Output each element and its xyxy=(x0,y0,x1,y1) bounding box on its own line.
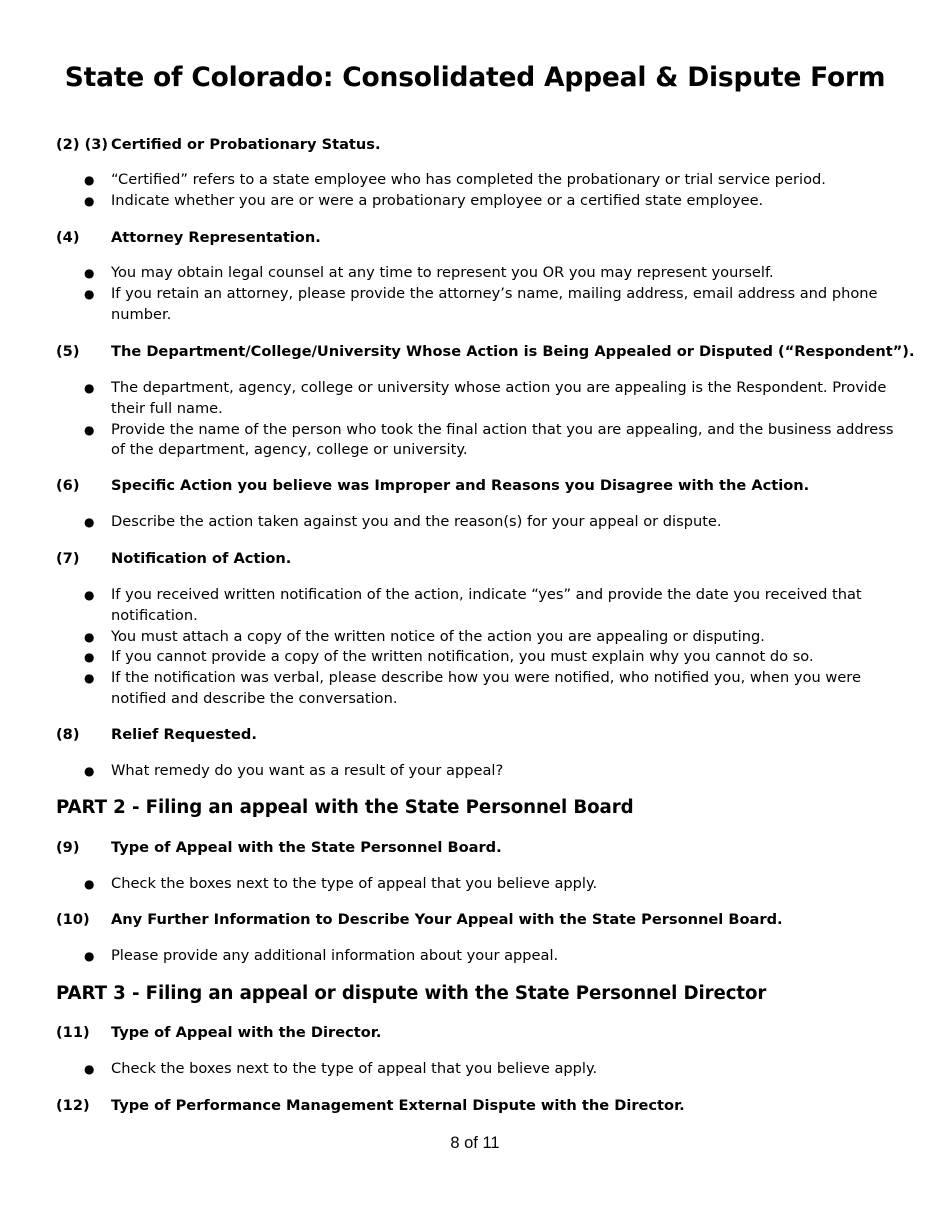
bullet-icon: ● xyxy=(84,588,95,602)
list-item: ● Describe the action taken against you and the reason(s) for your appeal or dispute. xyxy=(0,512,950,533)
bullet-list xyxy=(0,1059,950,1080)
bullet-icon: ● xyxy=(84,650,95,665)
list-item: ● Please provide any additional information about your appeal. xyxy=(0,946,950,967)
section-title: Notification of Action. xyxy=(111,550,292,567)
list-item: ● If you retain an attorney, please provide the attorney’s name, mailing address, email address and phone number. xyxy=(84,284,878,323)
bullet-list xyxy=(0,874,950,895)
section-number: (10) xyxy=(56,911,90,928)
section-title: Attorney Representation. xyxy=(111,229,321,246)
bullet-icon: ● xyxy=(84,381,95,395)
section-title: Type of Appeal with the Director. xyxy=(111,1024,382,1041)
section-title: Type of Performance Management External Dispute with the Director. xyxy=(111,1097,685,1114)
bullet-list xyxy=(0,170,950,212)
bullet-list xyxy=(0,585,950,710)
section-heading-2-3 xyxy=(56,136,381,153)
section-number: (12) xyxy=(56,1097,90,1114)
bullet-icon: ● xyxy=(84,266,95,280)
list-item: ● What remedy do you want as a result of your appeal? xyxy=(0,761,950,782)
document-title: State of Colorado: Consolidated Appeal & Dispute Form xyxy=(64,62,886,93)
section-title: Type of Appeal with the State Personnel Board. xyxy=(111,839,502,856)
bullet-icon: ● xyxy=(84,193,95,208)
bullet-icon: ● xyxy=(84,422,95,437)
bullet-list xyxy=(0,946,950,967)
section-heading-7 xyxy=(56,550,291,567)
section-number: (6) xyxy=(56,477,80,494)
section-heading-8 xyxy=(56,726,257,743)
part-2-heading: PART 2 - Filing an appeal with the State Personnel Board xyxy=(56,797,634,818)
list-item: ● You must attach a copy of the written notice of the action you are appealing or disputing. xyxy=(0,627,950,648)
section-number: (5) xyxy=(56,343,80,360)
list-item: ● You may obtain legal counsel at any time to represent you OR you may represent yourself. xyxy=(0,263,950,284)
list-item: ● Check the boxes next to the type of appeal that you believe apply. xyxy=(0,874,950,895)
section-title: Certified or Probationary Status. xyxy=(111,136,381,153)
section-heading-9 xyxy=(56,839,502,856)
section-title: Any Further Information to Describe Your Appeal with the State Personnel Board. xyxy=(111,911,783,928)
section-number: (7) xyxy=(56,550,80,567)
list-item: ● If the notification was verbal, please describe how you were notified, who notified you, when you were notified and describe the conversation. xyxy=(84,669,861,707)
bullet-icon: ● xyxy=(84,286,95,301)
section-heading-12 xyxy=(56,1097,685,1114)
bullet-icon: ● xyxy=(84,877,95,891)
list-item: ● Check the boxes next to the type of appeal that you believe apply. xyxy=(0,1059,950,1080)
bullet-list xyxy=(0,761,950,782)
bullet-icon: ● xyxy=(84,671,95,686)
bullet-icon: ● xyxy=(84,515,95,529)
page-number: 8 of 11 xyxy=(450,1134,500,1152)
section-title: Relief Requested. xyxy=(111,726,257,743)
list-item: ● Indicate whether you are or were a probationary employee or a certified state employee. xyxy=(0,191,950,212)
bullet-icon: ● xyxy=(84,949,95,963)
section-number: (11) xyxy=(56,1024,90,1041)
list-item: ● If you received written notification of the action, indicate “yes” and provide the date you received that notification. xyxy=(84,586,862,624)
bullet-icon: ● xyxy=(84,764,95,778)
bullet-icon: ● xyxy=(84,173,95,187)
section-title: The Department/College/University Whose Action is Being Appealed or Disputed (“Respondent”). xyxy=(111,343,915,360)
list-item: ● If you cannot provide a copy of the written notification, you must explain why you cannot do so. xyxy=(0,647,950,668)
bullet-icon: ● xyxy=(84,1062,95,1076)
section-heading-10 xyxy=(56,911,783,928)
bullet-list xyxy=(0,512,950,533)
section-heading-4 xyxy=(56,229,321,246)
list-item: ● The department, agency, college or university whose action you are appealing is the Respondent. Provide their full name. xyxy=(84,379,887,417)
bullet-list xyxy=(0,378,950,461)
bullet-list xyxy=(0,263,950,325)
section-heading-6 xyxy=(56,477,809,494)
section-title: Specific Action you believe was Improper and Reasons you Disagree with the Action. xyxy=(111,477,810,494)
part-3-heading: PART 3 - Filing an appeal or dispute with the State Personnel Director xyxy=(56,983,767,1004)
section-heading-5 xyxy=(56,343,915,360)
section-number: (8) xyxy=(56,726,80,743)
bullet-icon: ● xyxy=(84,629,95,644)
section-number: (2) (3) xyxy=(56,136,109,153)
section-number: (9) xyxy=(56,839,80,856)
list-item: ● “Certified” refers to a state employee who has completed the probationary or trial service period. xyxy=(0,170,950,191)
list-item: ● Provide the name of the person who took the final action that you are appealing, and the business address of the department, agency, college or university. xyxy=(84,420,894,459)
section-number: (4) xyxy=(56,229,80,246)
section-heading-11 xyxy=(56,1024,381,1041)
